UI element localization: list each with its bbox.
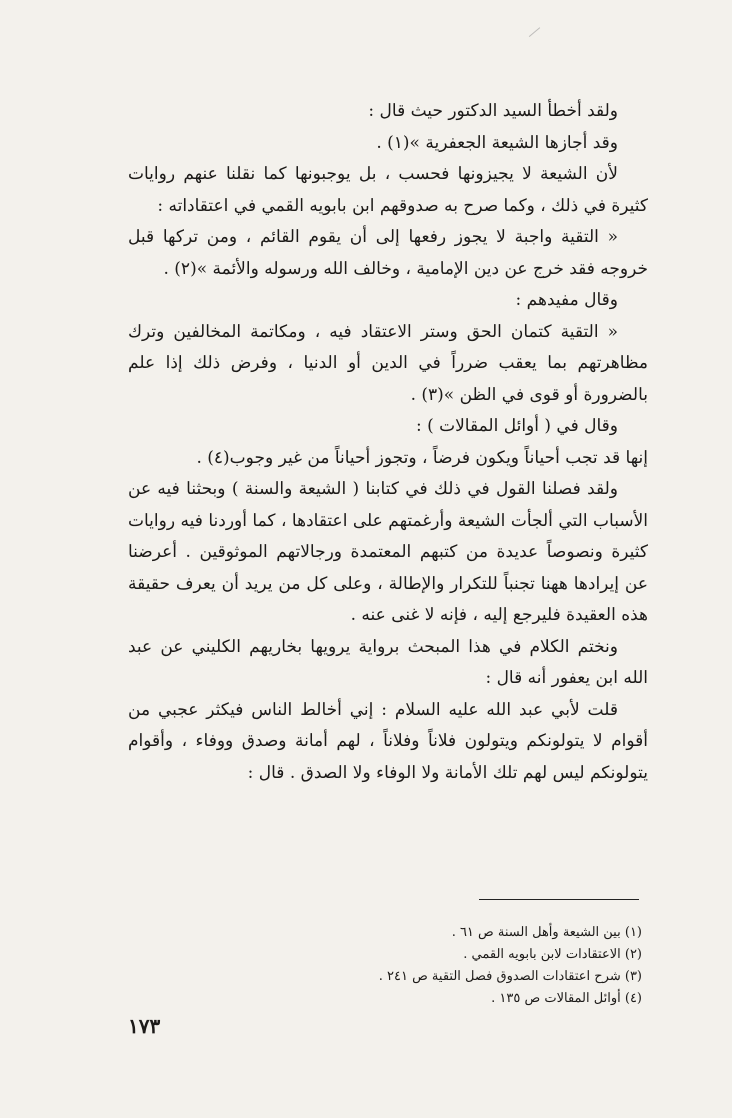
footnote-item: (٤) أوائل المقالات ص ١٣٥ . — [491, 991, 642, 1006]
page-number: ١٧٣ — [128, 1014, 161, 1038]
paragraph: ونختم الكلام في هذا المبحث برواية يرويها بخاريهم الكليني عن عبد الله ابن يعفور أنه قال : — [128, 636, 648, 688]
paragraph: ولقد فصلنا القول في ذلك في كتابنا ( الشيعة والسنة ) وبحثنا فيه عن الأسباب التي ألجأت الشيعة وأرغمتهم على اعتقادها ، كما أوردنا فيه روايات كثيرة ونصوصاً عديدة من كتبهم المعتمدة ورجالاتهم الموثوقين . أعرضنا عن إيرادها ههنا تجنباً للتكرار والإطالة ، وعلى كل من يريد أن يعرف حقيقة هذه العقيدة فليرجع إليه ، فإنه لا غنى عنه . — [128, 479, 648, 625]
paragraph: وقد أجازها الشيعة الجعفرية »(١) . — [376, 132, 618, 153]
paragraph: ولقد أخطأ السيد الدكتور حيث قال : — [368, 101, 618, 121]
paper-mark — [529, 27, 549, 47]
footnote-item: (٣) شرح اعتقادات الصدوق فصل التقية ص ٢٤١ . — [378, 969, 642, 984]
paragraph: وقال مفيدهم : — [515, 290, 618, 310]
quote-paragraph: قلت لأبي عبد الله عليه السلام : إني أخالط الناس فيكثر عجبي من أقوام لا يتولونكم ويتولون فلاناً وفلاناً ، لهم أمانة وصدق ووفاء ، وأقوام يتولونكم ليس لهم تلك الأمانة ولا الوفاء ولا الصدق . قال : — [128, 699, 648, 783]
footnote-divider — [479, 899, 639, 900]
footnote-item: (١) بين الشيعة وأهل السنة ص ٦١ . — [451, 925, 642, 940]
quote-paragraph: « التقية واجبة لا يجوز رفعها إلى أن يقوم القائم ، ومن تركها قبل خروجه فقد خرج عن دين الإمامية ، وخالف الله ورسوله والأئمة »(٢) . — [128, 227, 648, 279]
paragraph: إنها قد تجب أحياناً ويكون فرضاً ، وتجوز أحياناً من غير وجوب(٤) . — [196, 447, 648, 468]
paragraph: وقال في ( أوائل المقالات ) : — [415, 416, 618, 436]
footnotes — [330, 922, 642, 1010]
quote-paragraph: « التقية كتمان الحق وستر الاعتقاد فيه ، ومكاتمة المخالفين وترك مظاهرتهم بما يعقب ضرراً في الدين أو الدنيا ، وفرض ذلك إذا علم بالضرورة أو قوى في الظن »(٣) . — [128, 321, 648, 405]
footnote-item: (٢) الاعتقادات لابن بابويه القمي . — [463, 947, 642, 962]
paragraph: لأن الشيعة لا يجيزونها فحسب ، بل يوجبونها كما نقلنا عنهم روايات كثيرة في ذلك ، وكما صرح به صدوقهم ابن بابويه القمي في اعتقاداته : — [128, 164, 648, 216]
main-text — [128, 96, 648, 789]
